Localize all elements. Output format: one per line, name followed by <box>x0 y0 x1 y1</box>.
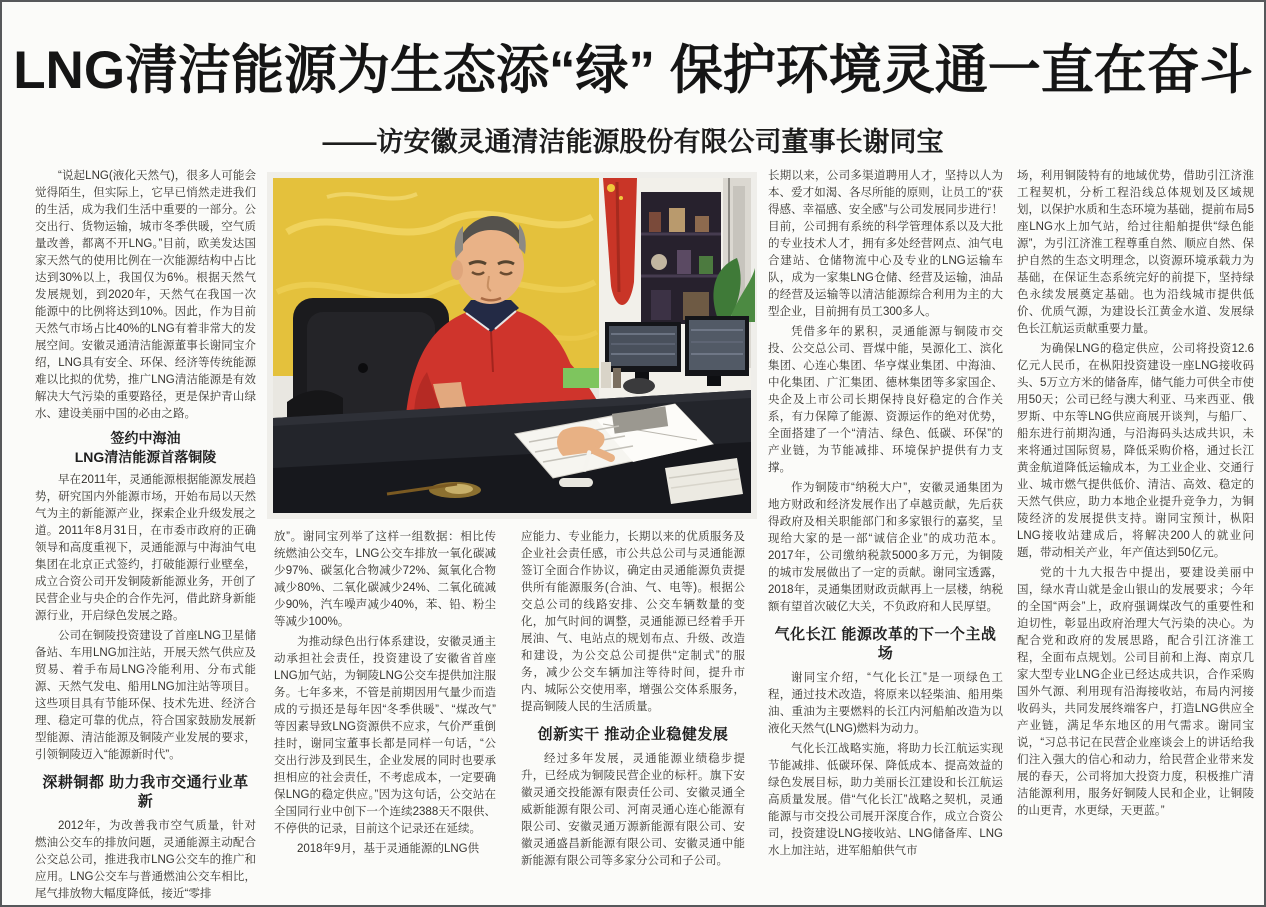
photo-bookshelf <box>641 192 721 324</box>
section-heading-innovation: 创新实干 推动企业稳健发展 <box>537 726 729 743</box>
paragraph: 凭借多年的累积，灵通能源与铜陵市交投、公交总公司、晋煤中能，昊源化工、滨化集团、心连心集团、华亨煤业集团、中海油、中化集团、广汇集团、德林集团等多家国企、央企及上市公司长期保持良好稳定的合作关系，有力保障了能源、资源运作的绝对优势，全面搭建了一个“清洁、绿色、低碳、环保”的产业链，为节能减排、环境保护提供有力支撑。 <box>768 326 1003 474</box>
column-3 <box>521 529 745 904</box>
paragraph: 2012年，为改善我市空气质量，针对燃油公交车的排放问题，灵通能源主动配合公交总公司，推进我市LNG公交车的推广和应用。LNG公交车与普通燃油公交车相比，尾气排放物大幅度降低，接近“零排 <box>35 820 256 900</box>
paragraph: 为推动绿色出行体系建设，安徽灵通主动承担社会责任，投资建设了安徽省首座LNG加气站，为铜陵LNG公交车提供加注服务。七年多来，不管是前期因用气量少而造成的亏损还是每年因“冬季供暖”、“煤改气”等因素导致LNG资源供不应求，气价严重倒挂时，谢同宝董事长都是同样一句话，“公交出行涉及到民生，企业发展的同时也要承担相应的社会责任，不考虑成本，一定要确保LNG的稳定供应。”因为这句话，公交站在全国同行业中创下一个连续2388天不限供、不停供的记录，目前这个记录还在延续。 <box>274 636 496 835</box>
paragraph-intro: “说起LNG(液化天然气)，很多人可能会觉得陌生，但实际上，它早已悄然走进我们的生活，成为我们生活中重要的一部分。公交出行、货物运输，城市冬季供暖，空气质量改善，都离不开LNG。”目前，欧美发达国家天然气的使用比例在一次能源结构中占比达到30%以上，我国仅为6%。根据天然气发展规划，到2020年，天然气在我国一次能源中的比例将达到10%。因此，作为目前天然气市场占比40%的LNG有着非常大的发展空间。安徽灵通清洁能源董事长谢同宝介绍，LNG具有安全、环保、经济等传统能源难以比拟的优势，推广LNG清洁能源是有效解决大气污染的重要路径，更是保护青山绿水、建设美丽中国的必由之路。 <box>35 170 256 420</box>
section-heading-sign-cnooc-line2: LNG清洁能源首落铜陵 <box>74 449 217 465</box>
subtitle: ——访安徽灵通清洁能源股份有限公司董事长谢同宝 <box>322 127 944 157</box>
paragraph-continued: 长期以来，公司多渠道聘用人才，坚持以人为本、爱才如渴、各尽所能的原则，让员工的“获得感、幸福感、安全感”与公司发展同步进行！目前，公司拥有系统的科学管理体系以及大批的专业技术人才，拥有多处经营网点、油气电合建站、仓储物流中心及专业的LNG运输车队，成为一家集LNG仓储、经营及运输，油品的经营及运输等以清洁能源综合利用为主的大型企业，目前拥有员工300多人。 <box>768 170 1003 318</box>
paragraph: 2018年9月，基于灵通能源的LNG供 <box>297 843 480 855</box>
column-5 <box>1017 168 1254 904</box>
paragraph-continued: 放”。谢同宝列举了这样一组数据：相比传统燃油公交车，LNG公交车排放一氧化碳减少97%、碳氢化合物减少72%、氮氧化合物减少80%、二氧化碳减少24%、二氧化硫减少90%，汽车噪声减少40%，苯、铅、粉尘等减少100%。 <box>274 531 496 628</box>
paragraph: 谢同宝介绍，“气化长江”是一项绿色工程，通过技术改造，将原来以轻柴油、船用柴油、重油为主要燃料的长江内河船舶改造为以液化天然气(LNG)燃料为动力。 <box>768 672 1003 735</box>
paragraph-continued: 应能力、专业能力，长期以来的优质服务及企业社会责任感，市公共总公司与灵通能源签订全面合作协议，确定由灵通能源负责提供所有能源服务(合油、气、电等)。根据公交总公司的线路安排、公交车辆数量的变化，加气时间的调整，灵通能源已经着手开展油、气、电站点的规划布点、升级、改造和建设，为公交总公司提供“定制式”的服务，减少公交车辆加注等待时间，提升市内、城际公交使用率，增强公交体系服务，提高铜陵人民的生活质量。 <box>521 531 745 713</box>
paragraph: 经过多年发展，灵通能源业绩稳步提升，已经成为铜陵民营企业的标杆。旗下安徽灵通交投能源有限责任公司、安徽灵通全威新能源有限公司、河南灵通心连心能源有限公司、安徽灵通万源新能源有限公司、安徽灵通盛昌新能源有限公司、安徽灵通中能新能源有限公司等多家分公司和子公司。 <box>521 753 745 867</box>
chairman-photo <box>267 172 757 519</box>
paragraph: 为确保LNG的稳定供应，公司将投资12.6亿元人民币，在枞阳投资建设一座LNG接收码头、5万立方米的储备库，储气能力可供全市使用50天；公司已经与澳大利亚、马来西亚、俄罗斯、中东等LNG供应商展开谈判，与船厂、船东进行前期沟通，与沿海码头达成共识，未来将通过国际贸易，降低采购价格，通过长江黄金航道降低运输成本，为工业企业、交通行业、城市燃气提供低价、清洁、高效、稳定的天然气供应，助力本地企业提升竞争力，为铜陵经济的发展提供支持。谢同宝预计，枞阳LNG接收站建成后，将解决200人的就业问题，带动相关产业，年产值达到50亿元。 <box>1017 343 1254 559</box>
paragraph: 公司在铜陵投资建设了首座LNG卫星储备站、车用LNG加注站，开展天然气供应及贸易、着手布局LNG冷能利用、分布式能源、天然气发电、船用LNG加注站等项目。这些项目具有节能环保、技术先进、经济合理、稳定可靠的优点，符合国家鼓励发展新型能源、清洁能源及铜陵产业发展的要求，引领铜陵迈入“能源新时代”。 <box>35 630 256 761</box>
paragraph: 党的十九大报告中提出，要建设美丽中国，绿水青山就是金山银山的发展要求；今年的全国“两会”上，政府强调煤改气的重要性和迫切性，彰显出政府治理大气污染的决心。为配合党和政府的发展思路，配合引江济淮工程，全面布点规划。公司目前和上海、南京几家大型专业LNG企业已经达成共识，合作采购国外气源、利用现有沿海接收站，布局内河接收码头，共同发展终端客户，打造LNG供应全产业链，满足华东地区的用气需求。谢同宝说，“习总书记在民营企业座谈会上的讲话给我们注入强大的信心和动力，给民营企业带来发展的春天，公司将加大投资力度，积极推广清洁能源利用，服务好铜陵人民和企业，让铜陵的山更青，水更绿，天更蓝。” <box>1017 567 1254 817</box>
paragraph-continued: 场，利用铜陵特有的地域优势，借助引江济淮工程契机，分析工程沿线总体规划及区域规划，以保护水质和生态环境为基础，提前布局5座LNG水上加气站，给过往船舶提供“绿色能源”，为引江济淮工程尊重自然、顺应自然、保护自然的生态文明理念，以资源环境承载力为基础，在保证生态系统完好的前提下，坚持绿色永续发展奠定基础。也为沿线城市提供低价、优质气源，为建设长江黄金水道、发展绿色长江航运贡献重要力量。 <box>1017 170 1254 335</box>
section-heading-deep-cultivation: 深耕铜都 助力我市交通行业革新 <box>42 774 249 810</box>
column-1 <box>35 168 256 904</box>
paragraph: 作为铜陵市“纳税大户”，安徽灵通集团为地方财政和经济发展作出了卓越贡献，先后获得政府及相关职能部门和多家银行的嘉奖，呈现给大家的是一部“诚信企业”的成功范本。2017年，公司缴纳税款5000多万元，为铜陵的城市发展做出了一定的贡献。谢同宝透露，2018年，灵通集团财政贡献再上一层楼，纳税额有望首次破亿大关，不负政府和人民厚望。 <box>768 482 1003 613</box>
chairman-photo-illustration <box>267 172 757 519</box>
column-4 <box>768 168 1003 904</box>
section-heading-gasify-yangtze: 气化长江 能源改革的下一个主战场 <box>774 626 997 662</box>
headline: LNG清洁能源为生态添“绿” 保护环境灵通一直在奋斗 <box>13 41 1253 100</box>
paragraph: 气化长江战略实施，将助力长江航运实现节能减排、低碳环保、降低成本、提高效益的绿色发展目标，助力美丽长江建设和长江航运高质量发展。借“气化长江”战略之契机，灵通能源与市交投公司展开深度合作，成立合资公司，投资建设LNG接收站、LNG储备库、LNG水上加注站，进军船舶供气市 <box>768 743 1003 857</box>
paragraph: 早在2011年，灵通能源根据能源发展趋势，研究国内外能源市场，开始布局以天然气为主的新能源产业，探索企业升级发展之道。2011年8月31日，在市委市政府的正确领导和高度重视下，灵通能源与中海油气电集团在北京正式签约，打破能源行业壁垒，成立合资公司开发铜陵新能源业务，开创了民营企业与央企的合作先河，借此跻身新能源行业，开启绿色发展之路。 <box>35 474 256 622</box>
section-heading-sign-cnooc: 签约中海油 <box>110 430 181 446</box>
column-2 <box>274 529 496 904</box>
